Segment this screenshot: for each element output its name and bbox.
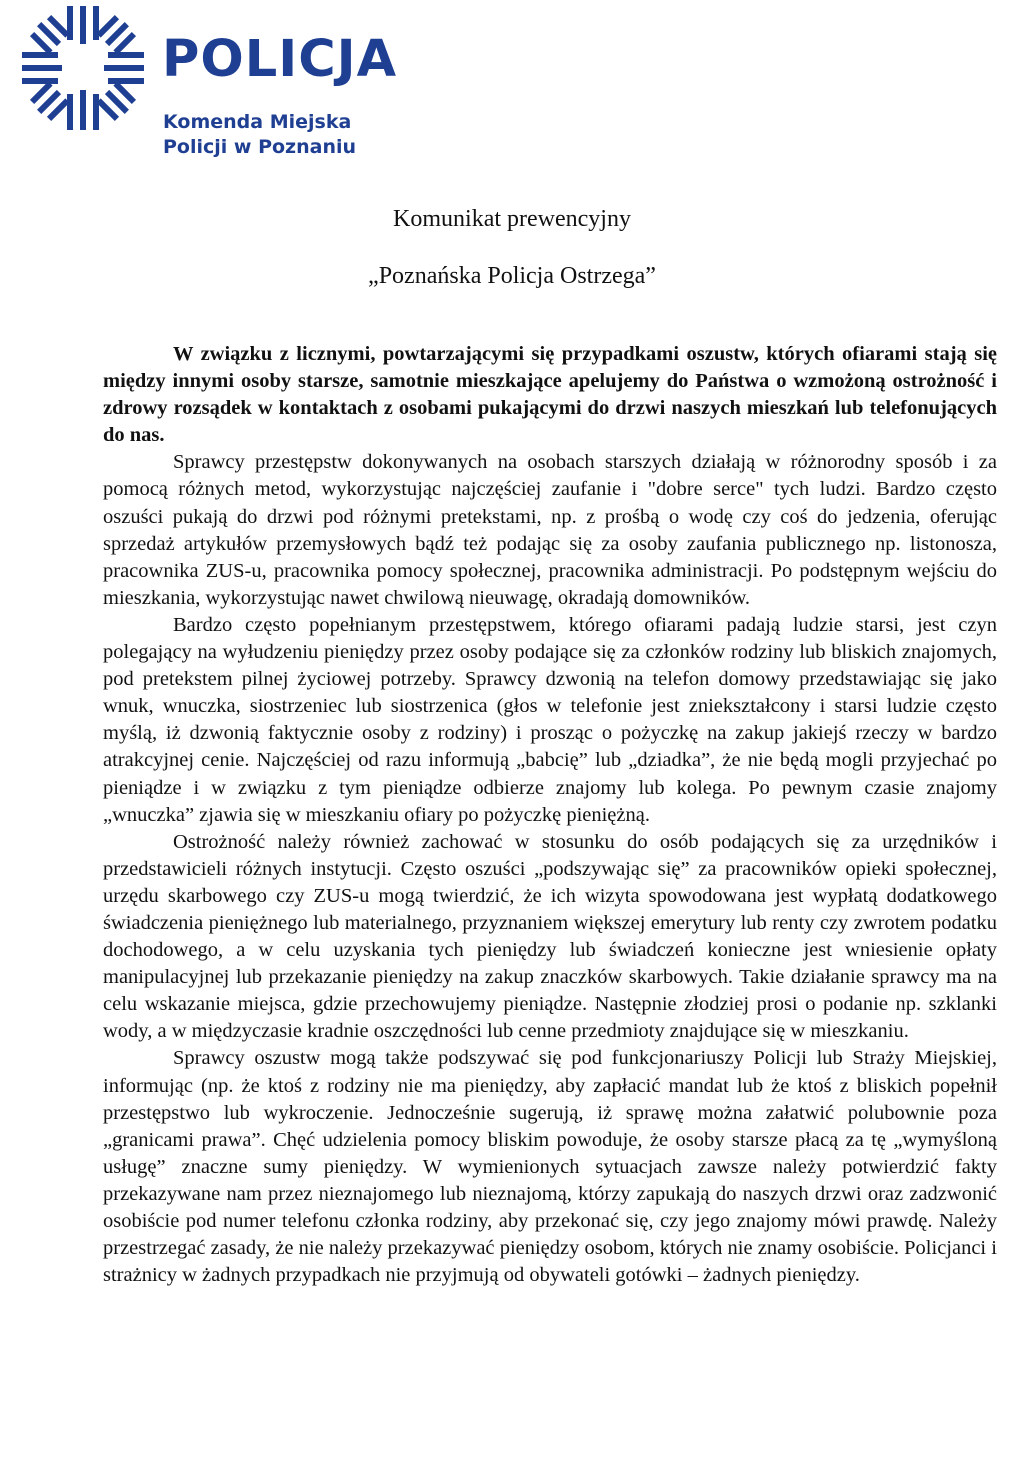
body-paragraph: Bardzo często popełnianym przestępstwem, którego ofiarami padają ludzie starsi, jest czyn polegający na wyłudzeniu pieniędzy przez osoby podające się za członków rodziny lub bliskich znajomych, pod pretekstem pilnej życiowej potrzeby. Sprawcy dzwonią na telefon domowy przedstawiając się jako wnuk, wnuczka, siostrzeniec lub siostrzenica (głos w telefonie jest zniekształcony i starsi ludzie często myślą, iż dzwonią faktycznie osoby z rodziny) i prosząc o pożyczkę na zakup jakiejś rzeczy w bardzo atrakcyjnej cenie. Najczęściej od razu informują „babcię” lub „dziadka”, że nie będą mogli przyjechać po pieniądze i w związku z tym pieniądze odbierze znajomy lub kolega. Po pewnym czasie znajomy „wnuczka” zjawia się w mieszkaniu ofiary po pożyczkę pieniężną. <box>103 613 997 826</box>
police-logo <box>22 6 442 176</box>
police-star-emblem-icon <box>22 6 144 130</box>
police-unit-name <box>163 110 356 160</box>
document-body <box>103 341 997 1289</box>
body-paragraph: Sprawcy przestępstw dokonywanych na osobach starszych działają w różnorodny sposób i za pomocą różnych metod, wykorzystując najczęściej zaufanie i "dobre serce" tych ludzi. Bardzo często oszuści pukają do drzwi pod różnymi pretekstami, np. z prośbą o wodę czy coś do jedzenia, oferując sprzedaż artykułów przemysłowych bądź też podając się za osoby zaufania publicznego np. listonosza, pracownika ZUS-u, pracownika pomocy społecznej, pracownika administracji. Po podstępnym wejściu do mieszkania, wykorzystując nawet chwilową nieuwagę, okradają domowników. <box>103 451 997 609</box>
body-paragraph: Sprawcy oszustw mogą także podszywać się pod funkcjonariuszy Policji lub Straży Miejskiej, informując (np. że ktoś z rodziny nie ma pieniędzy, aby zapłacić mandat lub że ktoś z bliskich popełnił przestępstwo lub wykroczenie. Jednocześnie sugerują, iż sprawę można załatwić polubownie poza „granicami prawa”. Chęć udzielenia pomocy bliskim powoduje, że osoby starsze płacą za tę „wymyśloną usługę” znaczne sumy pieniędzy. W wymienionych sytuacjach zawsze należy potwierdzić fakty przekazywane nam przez nieznajomego lub nieznajomą, którzy zapukają do naszych drzwi oraz zadzwonić osobiście pod numer telefonu członka rodziny, aby przekonać się, czy jego znajomy mówi prawdę. Należy przestrzegać zasady, że nie należy przekazywać pieniędzy osobom, których nie znamy osobiście. Policjanci i strażnicy w żadnych przypadkach nie przyjmują od obywateli gotówki – żadnych pieniędzy. <box>103 1047 997 1287</box>
lead-paragraph: W związku z licznymi, powtarzającymi się przypadkami oszustw, których ofiarami stają się między innymi osoby starsze, samotnie mieszkające apelujemy do Państwa o wzmożoną ostrożność i zdrowy rozsądek w kontaktach z osobami pukającymi do drzwi naszych mieszkań lub telefonujących do nas. <box>103 343 997 447</box>
unit-line-1: Komenda Miejska <box>163 111 352 133</box>
brand-name: POLICJA <box>162 30 398 89</box>
document-subtitle: „Poznańska Policja Ostrzega” <box>368 263 656 289</box>
unit-line-2: Policji w Poznaniu <box>163 136 357 158</box>
document-title: Komunikat prewencyjny <box>393 206 631 232</box>
body-paragraph: Ostrożność należy również zachować w stosunku do osób podających się za urzędników i przedstawicieli różnych instytucji. Często oszuści „podszywając się” za pracowników opieki społecznej, urzędu skarbowego czy ZUS-u mogą twierdzić, że ich wizyta spowodowana jest wypłatą dodatkowego świadczenia pieniężnego lub materialnego, przyznaniem większej emerytury lub renty czy zwrotem podatku dochodowego, a w celu uzyskania tych pieniędzy lub świadczeń konieczne jest wniesienie opłaty manipulacyjnej lub przekazanie pieniędzy na zakup znaczków skarbowych. Takie działanie sprawcy ma na celu wskazanie miejsca, gdzie przechowujemy pieniądze. Następnie złodziej prosi o podanie np. szklanki wody, a w międzyczasie kradnie oszczędności lub cenne przedmioty znajdujące się w mieszkaniu. <box>103 830 997 1043</box>
